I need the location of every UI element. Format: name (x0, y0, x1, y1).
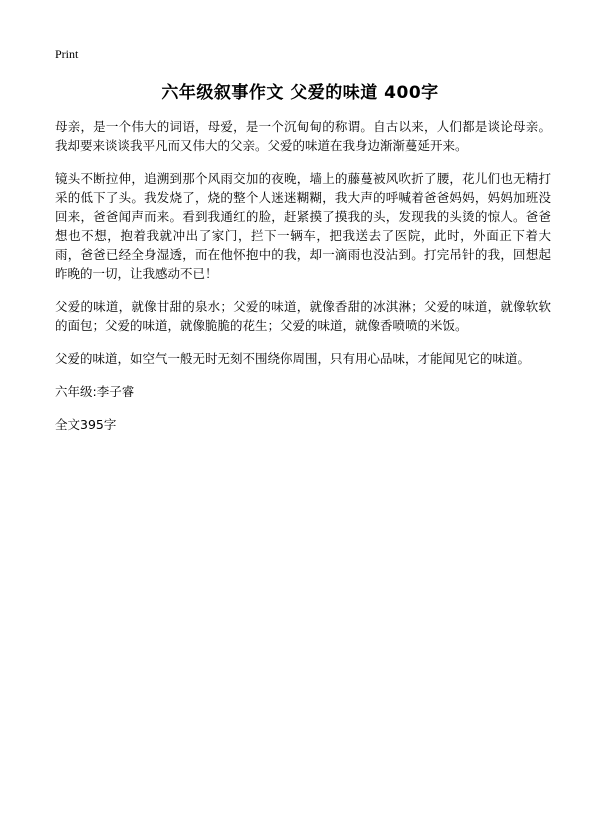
print-link[interactable]: Print (55, 47, 79, 61)
paragraph-intro: 母亲，是一个伟大的词语，母爱，是一个沉甸甸的称谓。自古以来，人们都是谈论母亲。我却要来谈谈我平凡而又伟大的父亲。父爱的味道在我身边渐渐蔓延开来。 (55, 119, 551, 153)
author-line: 六年级:李子睿 (55, 384, 135, 399)
word-count: 全文395字 (55, 417, 117, 432)
paragraph-story: 镜头不断拉伸，追溯到那个风雨交加的夜晚，墙上的藤蔓被风吹折了腰，花儿们也无精打采的低下了头。我发烧了，烧的整个人迷迷糊糊，我大声的呼喊着爸爸妈妈，妈妈加班没回来，爸爸闻声而来。看到我通红的脸，赶紧摸了摸我的头，发现我的头烫的惊人。爸爸想也不想，抱着我就冲出了家门，拦下一辆车，把我送去了医院，此时，外面正下着大雨，爸爸已经全身湿透，而在他怀抱中的我，却一滴雨也没沾到。打完吊针的我，回想起昨晚的一切，让我感动不已！ (55, 171, 551, 281)
article-title: 六年级叙事作文 父爱的味道 400字 (161, 83, 439, 103)
paragraph-conclusion: 父爱的味道，如空气一般无时无刻不围绕你周围，只有用心品味，才能闻见它的味道。 (55, 351, 531, 366)
article-body (55, 117, 551, 448)
paragraph-metaphors: 父爱的味道，就像甘甜的泉水；父爱的味道，就像香甜的冰淇淋；父爱的味道，就像软软的面包；父爱的味道，就像脆脆的花生；父爱的味道，就像香喷喷的米饭。 (55, 299, 551, 333)
